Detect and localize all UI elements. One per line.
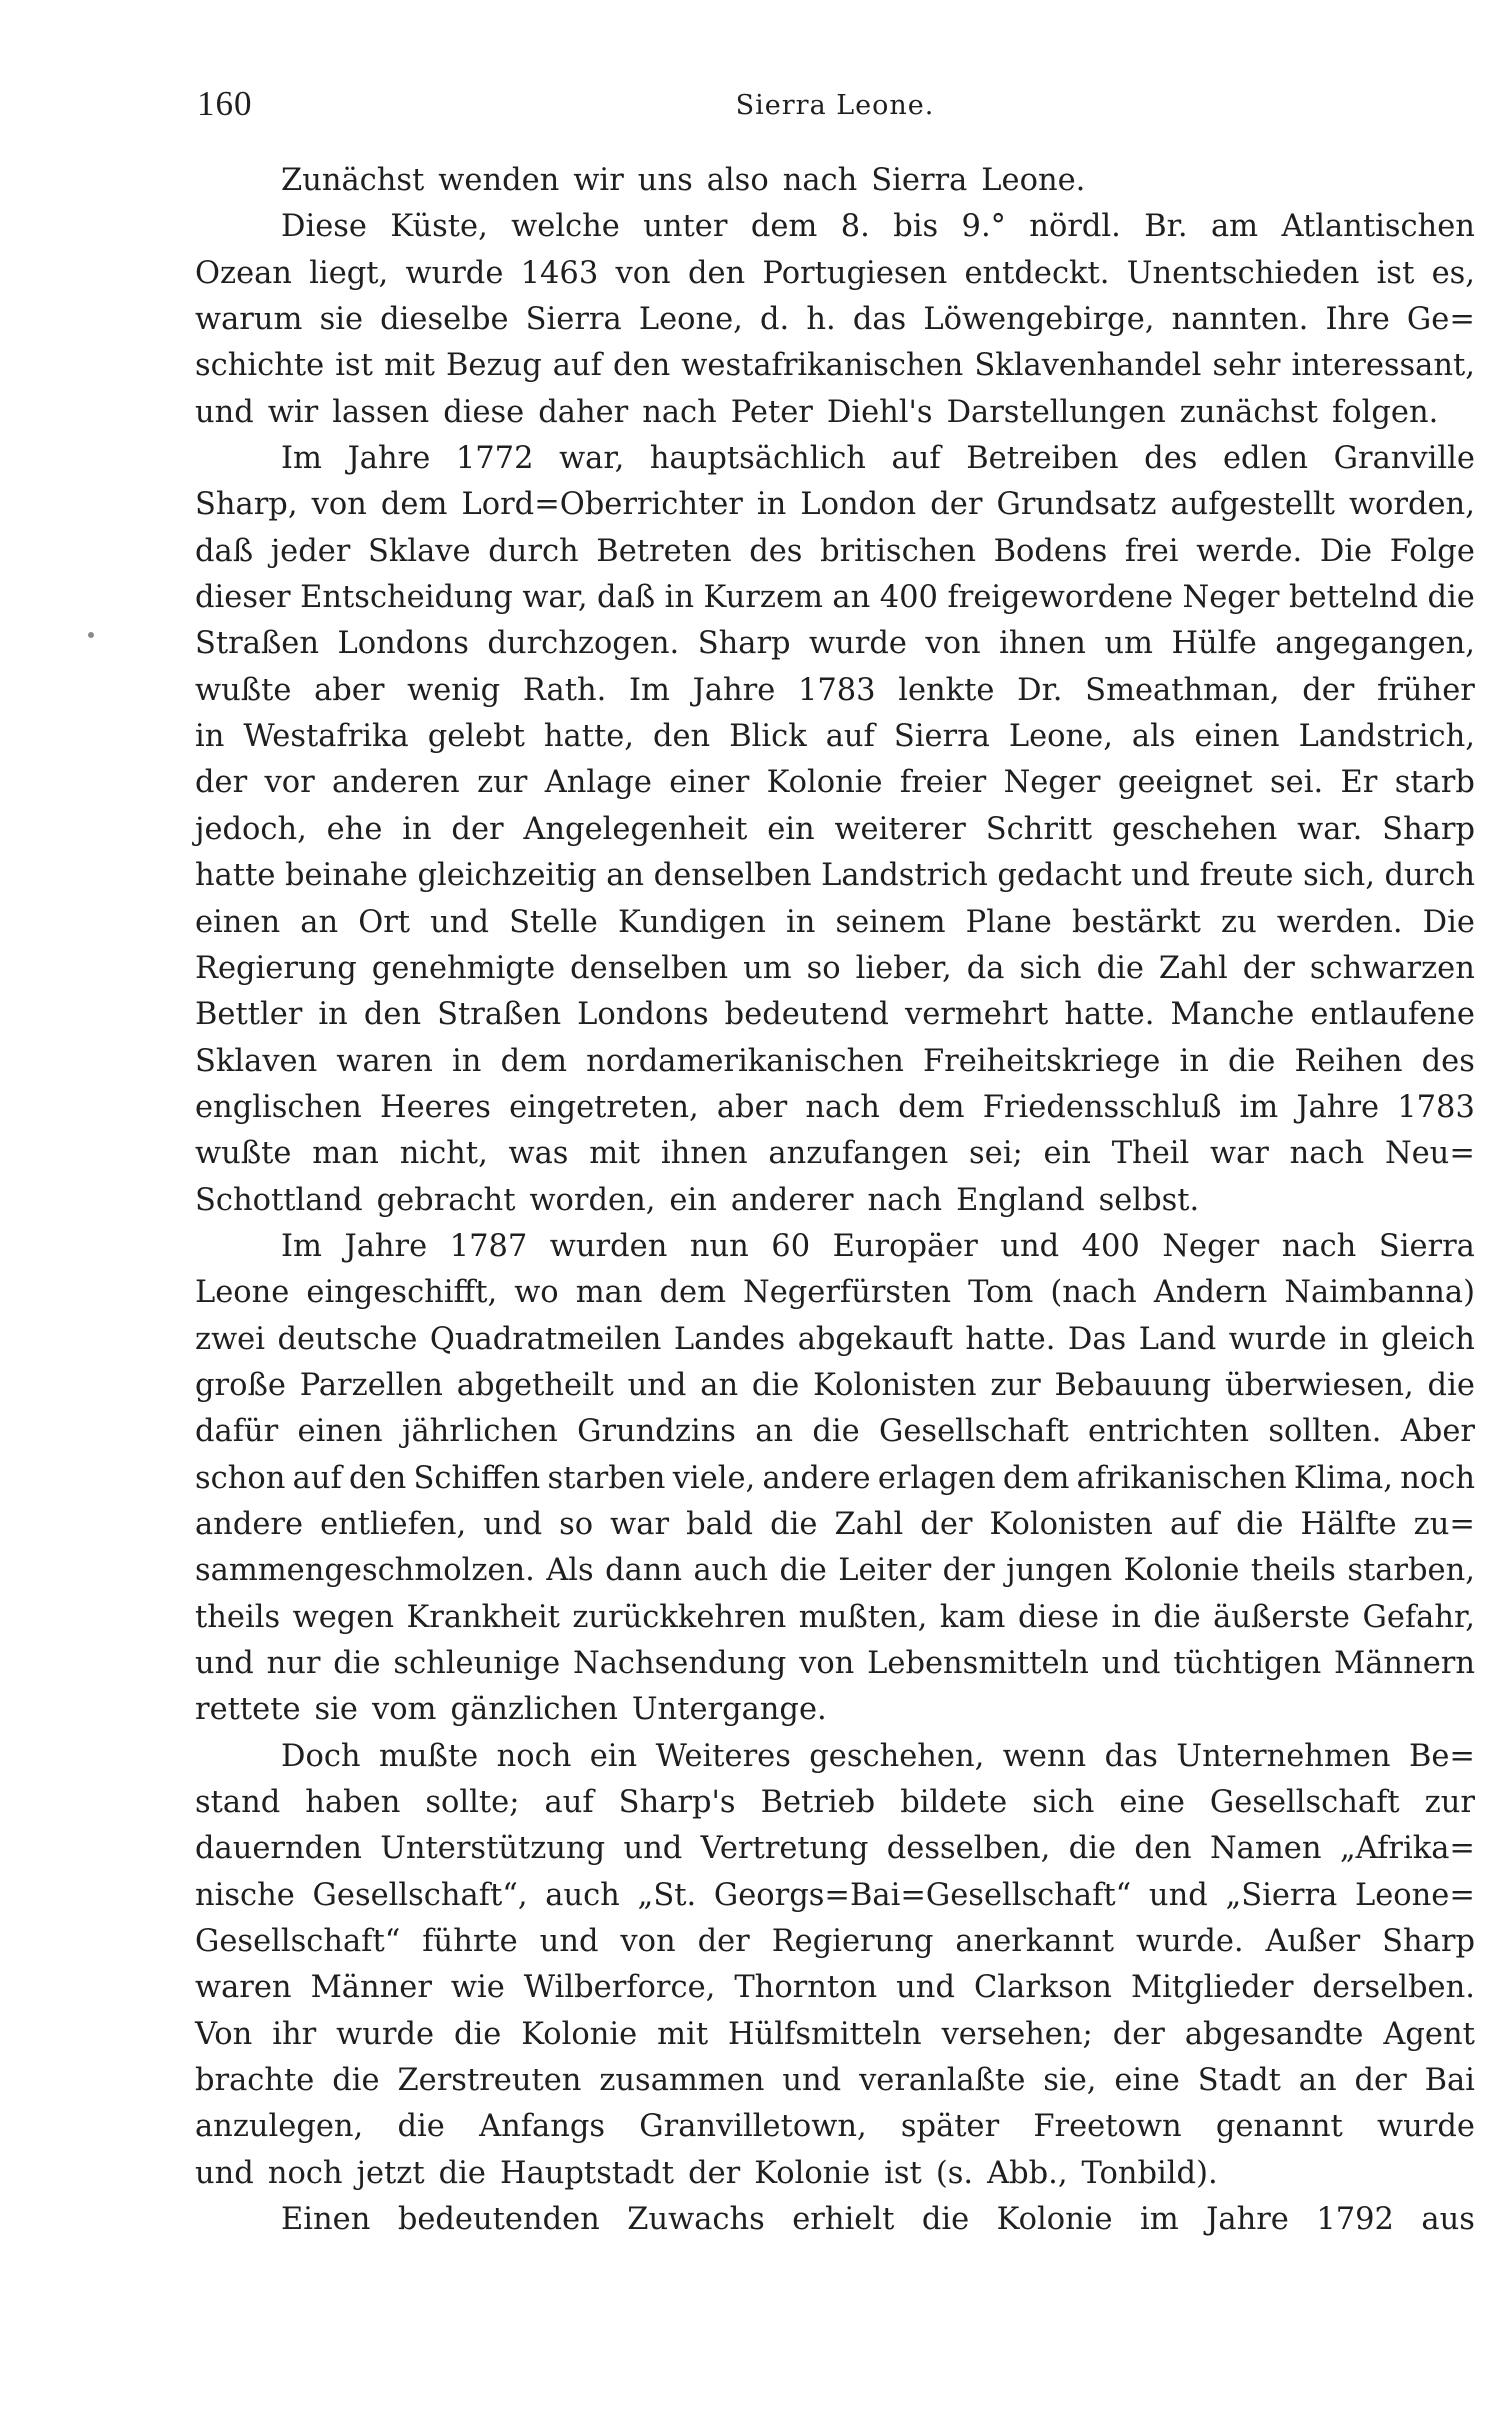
text-line: nische Gesellschaft“, auch „St. Georgs=Bai=Gesellschaft“ und „Sierra Leone= bbox=[195, 1877, 1475, 1913]
text-line: Sklaven waren in dem nordamerikanischen Freiheitskriege in die Reihen des bbox=[195, 1043, 1475, 1079]
text-line: Bettler in den Straßen Londons bedeutend vermehrt hatte. Manche entlaufene bbox=[195, 997, 1475, 1033]
text-line: Im Jahre 1787 wurden nun 60 Europäer und 400 Neger nach Sierra bbox=[281, 1228, 1475, 1264]
text-line: Diese Küste, welche unter dem 8. bis 9.° nördl. Br. am Atlantischen bbox=[281, 209, 1475, 245]
text-line: und wir lassen diese daher nach Peter Diehl's Darstellungen zunächst folgen. bbox=[195, 394, 1439, 430]
text-line: theils wegen Krankheit zurückkehren mußten, kam diese in die äußerste Gefahr, bbox=[195, 1599, 1475, 1635]
text-line: waren Männer wie Wilberforce, Thornton und Clarkson Mitglieder derselben. bbox=[195, 1970, 1475, 2006]
text-line: hatte beinahe gleichzeitig an denselben Landstrich gedacht und freute sich, durch bbox=[195, 858, 1475, 894]
book-page bbox=[195, 78, 1475, 2243]
text-line: Im Jahre 1772 war, hauptsächlich auf Betreiben des edlen Granville bbox=[281, 441, 1475, 477]
text-line: stand haben sollte; auf Sharp's Betrieb bildete sich eine Gesellschaft zur bbox=[195, 1785, 1475, 1821]
text-line: schon auf den Schiffen starben viele, andere erlagen dem afrikanischen Klima, noch bbox=[195, 1460, 1475, 1496]
text-line: wußte aber wenig Rath. Im Jahre 1783 lenkte Dr. Smeathman, der früher bbox=[195, 672, 1475, 708]
text-line: schichte ist mit Bezug auf den westafrikanischen Sklavenhandel sehr interessant, bbox=[195, 348, 1475, 384]
text-line: einen an Ort und Stelle Kundigen in seinem Plane bestärkt zu werden. Die bbox=[195, 904, 1475, 940]
text-line: Zunächst wenden wir uns also nach Sierra Leone. bbox=[281, 163, 1086, 198]
text-line: Einen bedeutenden Zuwachs erhielt die Kolonie im Jahre 1792 aus bbox=[281, 2202, 1475, 2238]
text-line: Straßen Londons durchzogen. Sharp wurde von ihnen um Hülfe angegangen, bbox=[195, 626, 1475, 662]
text-line: in Westafrika gelebt hatte, den Blick auf Sierra Leone, als einen Landstrich, bbox=[195, 719, 1475, 755]
text-line: und noch jetzt die Hauptstadt der Kolonie ist (s. Abb., Tonbild). bbox=[195, 2155, 1218, 2191]
text-line: jedoch, ehe in der Angelegenheit ein weiterer Schritt geschehen war. Sharp bbox=[195, 811, 1475, 847]
text-line: Doch mußte noch ein Weiteres geschehen, wenn das Unternehmen Be= bbox=[281, 1738, 1475, 1774]
text-line: dauernden Unterstützung und Vertretung desselben, die den Namen „Afrika= bbox=[195, 1831, 1475, 1867]
margin-speck bbox=[88, 632, 94, 638]
text-line: große Parzellen abgetheilt und an die Kolonisten zur Bebauung überwiesen, die bbox=[195, 1367, 1475, 1403]
text-line: daß jeder Sklave durch Betreten des britischen Bodens frei werde. Die Folge bbox=[195, 533, 1475, 569]
text-line: wußte man nicht, was mit ihnen anzufangen sei; ein Theil war nach Neu= bbox=[195, 1136, 1475, 1172]
text-line: andere entliefen, und so war bald die Zahl der Kolonisten auf die Hälfte zu= bbox=[195, 1506, 1475, 1542]
text-line: der vor anderen zur Anlage einer Kolonie freier Neger geeignet sei. Er starb bbox=[195, 765, 1475, 801]
text-line: brachte die Zerstreuten zusammen und veranlaßte sie, eine Stadt an der Bai bbox=[195, 2063, 1475, 2099]
text-line: Leone eingeschifft, wo man dem Negerfürsten Tom (nach Andern Naimbanna) bbox=[195, 1275, 1475, 1311]
page-number: 160 bbox=[197, 84, 253, 123]
text-line: Regierung genehmigte denselben um so lieber, da sich die Zahl der schwarzen bbox=[195, 950, 1475, 986]
text-line: Von ihr wurde die Kolonie mit Hülfsmitteln versehen; der abgesandte Agent bbox=[195, 2016, 1475, 2052]
text-line: dafür einen jährlichen Grundzins an die Gesellschaft entrichten sollten. Aber bbox=[195, 1414, 1475, 1450]
text-line: sammengeschmolzen. Als dann auch die Leiter der jungen Kolonie theils starben, bbox=[195, 1553, 1475, 1589]
text-line: zwei deutsche Quadratmeilen Landes abgekauft hatte. Das Land wurde in gleich bbox=[195, 1321, 1475, 1357]
page-header bbox=[195, 78, 1475, 138]
text-line: Gesellschaft“ führte und von der Regierung anerkannt wurde. Außer Sharp bbox=[195, 1924, 1475, 1960]
running-title: Sierra Leone. bbox=[735, 90, 935, 121]
body-text bbox=[195, 158, 1475, 2243]
text-line: englischen Heeres eingetreten, aber nach dem Friedensschluß im Jahre 1783 bbox=[195, 1089, 1475, 1125]
text-line: rettete sie vom gänzlichen Untergange. bbox=[195, 1692, 827, 1728]
text-line: warum sie dieselbe Sierra Leone, d. h. das Löwengebirge, nannten. Ihre Ge= bbox=[195, 302, 1475, 338]
text-line: anzulegen, die Anfangs Granvilletown, später Freetown genannt wurde bbox=[195, 2109, 1475, 2145]
text-line: Ozean liegt, wurde 1463 von den Portugiesen entdeckt. Unentschieden ist es, bbox=[195, 255, 1475, 291]
text-line: Sharp, von dem Lord=Oberrichter in London der Grundsatz aufgestellt worden, bbox=[195, 487, 1475, 523]
text-line: dieser Entscheidung war, daß in Kurzem an 400 freigewordene Neger bettelnd die bbox=[195, 580, 1475, 616]
text-line: Schottland gebracht worden, ein anderer nach England selbst. bbox=[195, 1182, 1200, 1218]
text-line: und nur die schleunige Nachsendung von Lebensmitteln und tüchtigen Männern bbox=[195, 1646, 1475, 1681]
